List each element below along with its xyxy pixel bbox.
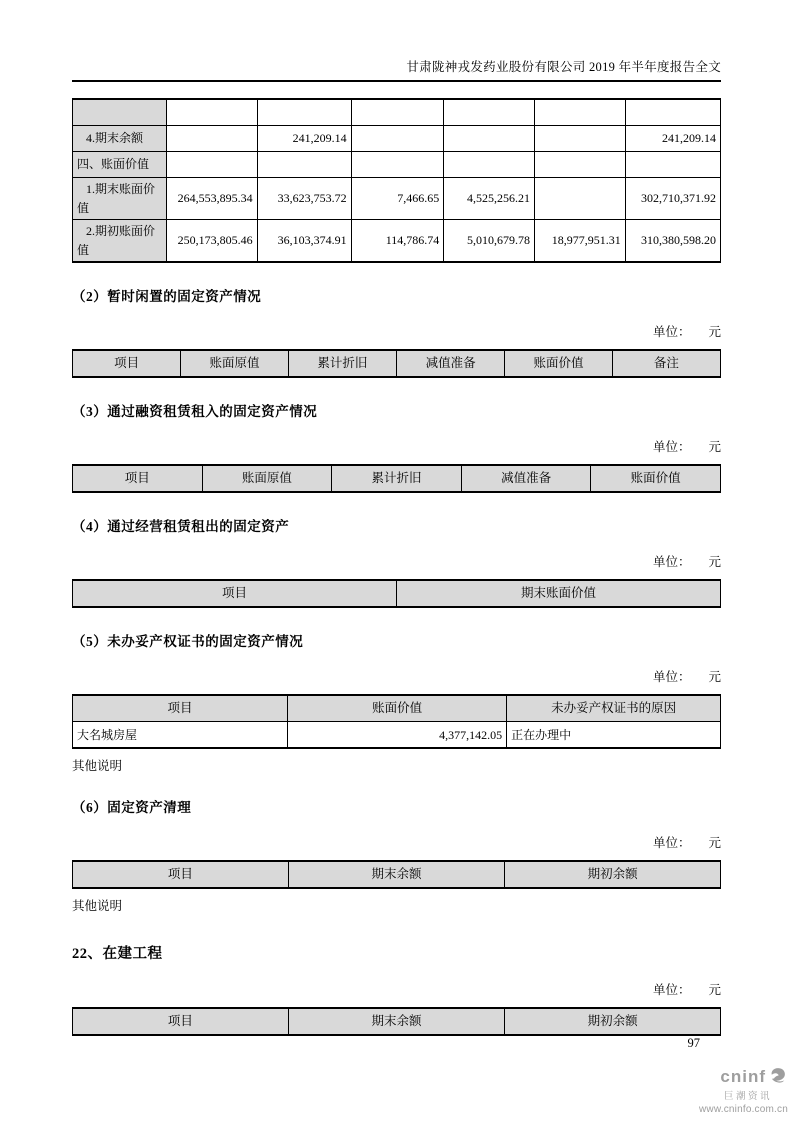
- unit-label: 单位：: [652, 440, 691, 455]
- unit-value: 元: [708, 325, 721, 340]
- table-cell: [351, 99, 444, 126]
- section-heading: 22、在建工程: [72, 946, 163, 963]
- table-cell: 1.期末账面价值: [73, 178, 167, 220]
- unit-label: 单位：: [652, 555, 691, 570]
- operating-lease-table: [72, 579, 721, 608]
- unit-line: [72, 552, 721, 570]
- finance-lease-table: [72, 464, 721, 493]
- cninfo-logo-url: www.cninfo.com.cn: [699, 1104, 788, 1115]
- table-row: [73, 178, 721, 220]
- column-header: 项目: [73, 350, 181, 377]
- column-header: 期末余额: [288, 861, 504, 888]
- unit-value: 元: [708, 836, 721, 851]
- table-row: [73, 126, 721, 152]
- table: [72, 464, 721, 493]
- column-header: 期初余额: [505, 1008, 721, 1035]
- unit-value: 元: [708, 983, 721, 998]
- table-cell: [444, 152, 535, 178]
- table-cell: 114,786.74: [351, 220, 444, 263]
- column-header: 账面价值: [591, 465, 721, 492]
- table-cell: [257, 152, 351, 178]
- table-cell: [166, 126, 257, 152]
- table-cell: 四、账面价值: [73, 152, 167, 178]
- unit-label: 单位：: [652, 983, 691, 998]
- table-cell: 310,380,598.20: [625, 220, 720, 263]
- unit-line: [72, 667, 721, 685]
- table-cell: 33,623,753.72: [257, 178, 351, 220]
- table-cell: [625, 99, 720, 126]
- table-cell: 2.期初账面价值: [73, 220, 167, 263]
- section-construction-in-progress: [72, 942, 721, 1036]
- column-header: 未办妥产权证书的原因: [507, 695, 721, 722]
- table-cell: 4.期末余额: [73, 126, 167, 152]
- column-header: 项目: [73, 861, 289, 888]
- table-cell: 250,173,805.46: [166, 220, 257, 263]
- table-cell: 5,010,679.78: [444, 220, 535, 263]
- section-idle-fixed-assets: [72, 285, 721, 378]
- other-notes-label: 其他说明: [72, 899, 123, 914]
- table: [72, 860, 721, 889]
- table-cell: [166, 152, 257, 178]
- table-header-row: [73, 350, 721, 377]
- table: [72, 579, 721, 608]
- table-cell: [535, 126, 626, 152]
- unit-label: 单位：: [652, 325, 691, 340]
- section-heading: （2）暂时闲置的固定资产情况: [72, 289, 262, 305]
- table-cell: 大名城房屋: [73, 722, 288, 749]
- unit-value: 元: [708, 440, 721, 455]
- section-fixed-assets-disposal: [72, 796, 721, 914]
- unit-line: [72, 980, 721, 998]
- fixed-assets-disposal-table: [72, 860, 721, 889]
- table-cell: 正在办理中: [507, 722, 721, 749]
- table-cell: [444, 99, 535, 126]
- table: [72, 98, 721, 263]
- table-cell: [351, 126, 444, 152]
- table-cell: [535, 178, 626, 220]
- unit-line: [72, 833, 721, 851]
- table-cell: 241,209.14: [625, 126, 720, 152]
- table-row: [73, 152, 721, 178]
- table: [72, 694, 721, 749]
- table-header-row: [73, 1008, 721, 1035]
- column-header: 期初余额: [505, 861, 721, 888]
- other-notes-label: 其他说明: [72, 759, 123, 774]
- table-header-row: [73, 580, 721, 607]
- column-header: 项目: [73, 695, 288, 722]
- idle-fixed-assets-table: [72, 349, 721, 378]
- table-cell: [535, 152, 626, 178]
- table-cell: 36,103,374.91: [257, 220, 351, 263]
- cninfo-swirl-icon: [768, 1066, 788, 1086]
- column-header: 账面价值: [505, 350, 613, 377]
- cninfo-logo: [699, 1066, 788, 1115]
- column-header: 累计折旧: [288, 350, 396, 377]
- cninfo-logo-chinese: 巨潮资讯: [723, 1091, 772, 1102]
- section-no-certificate-fixed-assets: [72, 630, 721, 774]
- table: [72, 349, 721, 378]
- no-certificate-table: [72, 694, 721, 749]
- unit-label: 单位：: [652, 836, 691, 851]
- column-header: 项目: [73, 580, 397, 607]
- table-row: [73, 220, 721, 263]
- table-cell: [351, 152, 444, 178]
- unit-line: [72, 437, 721, 455]
- fixed-assets-continuation-table: [72, 98, 721, 263]
- table-cell: 4,525,256.21: [444, 178, 535, 220]
- column-header: 账面原值: [202, 465, 332, 492]
- table-header-row: [73, 695, 721, 722]
- table-cell: 4,377,142.05: [288, 722, 507, 749]
- table-header-row: [73, 861, 721, 888]
- unit-value: 元: [708, 670, 721, 685]
- table-cell: [166, 99, 257, 126]
- section-heading: （3）通过融资租赁租入的固定资产情况: [72, 404, 318, 420]
- unit-value: 元: [708, 555, 721, 570]
- section-heading: （6）固定资产清理: [72, 800, 192, 816]
- table-cell: 264,553,895.34: [166, 178, 257, 220]
- column-header: 账面价值: [288, 695, 507, 722]
- table-row: [73, 99, 721, 126]
- table-cell: 18,977,951.31: [535, 220, 626, 263]
- table-header-row: [73, 465, 721, 492]
- table-cell: [73, 99, 167, 126]
- table-row: [73, 722, 721, 749]
- cninfo-logo-text: cninf: [720, 1066, 766, 1086]
- page-number: 97: [687, 1036, 700, 1050]
- column-header: 期末余额: [288, 1008, 504, 1035]
- table-cell: [625, 152, 720, 178]
- column-header: 减值准备: [461, 465, 591, 492]
- column-header: 项目: [73, 465, 203, 492]
- section-heading: （5）未办妥产权证书的固定资产情况: [72, 634, 304, 650]
- column-header: 累计折旧: [332, 465, 462, 492]
- unit-label: 单位：: [652, 670, 691, 685]
- table-cell: [257, 99, 351, 126]
- cninfo-logo-wordmark: [699, 1066, 788, 1086]
- unit-line: [72, 322, 721, 340]
- table-cell: [444, 126, 535, 152]
- column-header: 项目: [73, 1008, 289, 1035]
- section-operating-lease-fixed-assets: [72, 515, 721, 608]
- table-cell: 241,209.14: [257, 126, 351, 152]
- table-cell: 302,710,371.92: [625, 178, 720, 220]
- table-cell: 7,466.65: [351, 178, 444, 220]
- section-heading: （4）通过经营租赁租出的固定资产: [72, 519, 290, 535]
- column-header: 期末账面价值: [397, 580, 721, 607]
- page-header-title: 甘肃陇神戎发药业股份有限公司 2019 年半年度报告全文: [72, 0, 721, 82]
- column-header: 减值准备: [396, 350, 504, 377]
- column-header: 备注: [612, 350, 720, 377]
- table: [72, 1007, 721, 1036]
- construction-in-progress-table: [72, 1007, 721, 1036]
- table-cell: [535, 99, 626, 126]
- section-finance-lease-fixed-assets: [72, 400, 721, 493]
- column-header: 账面原值: [181, 350, 289, 377]
